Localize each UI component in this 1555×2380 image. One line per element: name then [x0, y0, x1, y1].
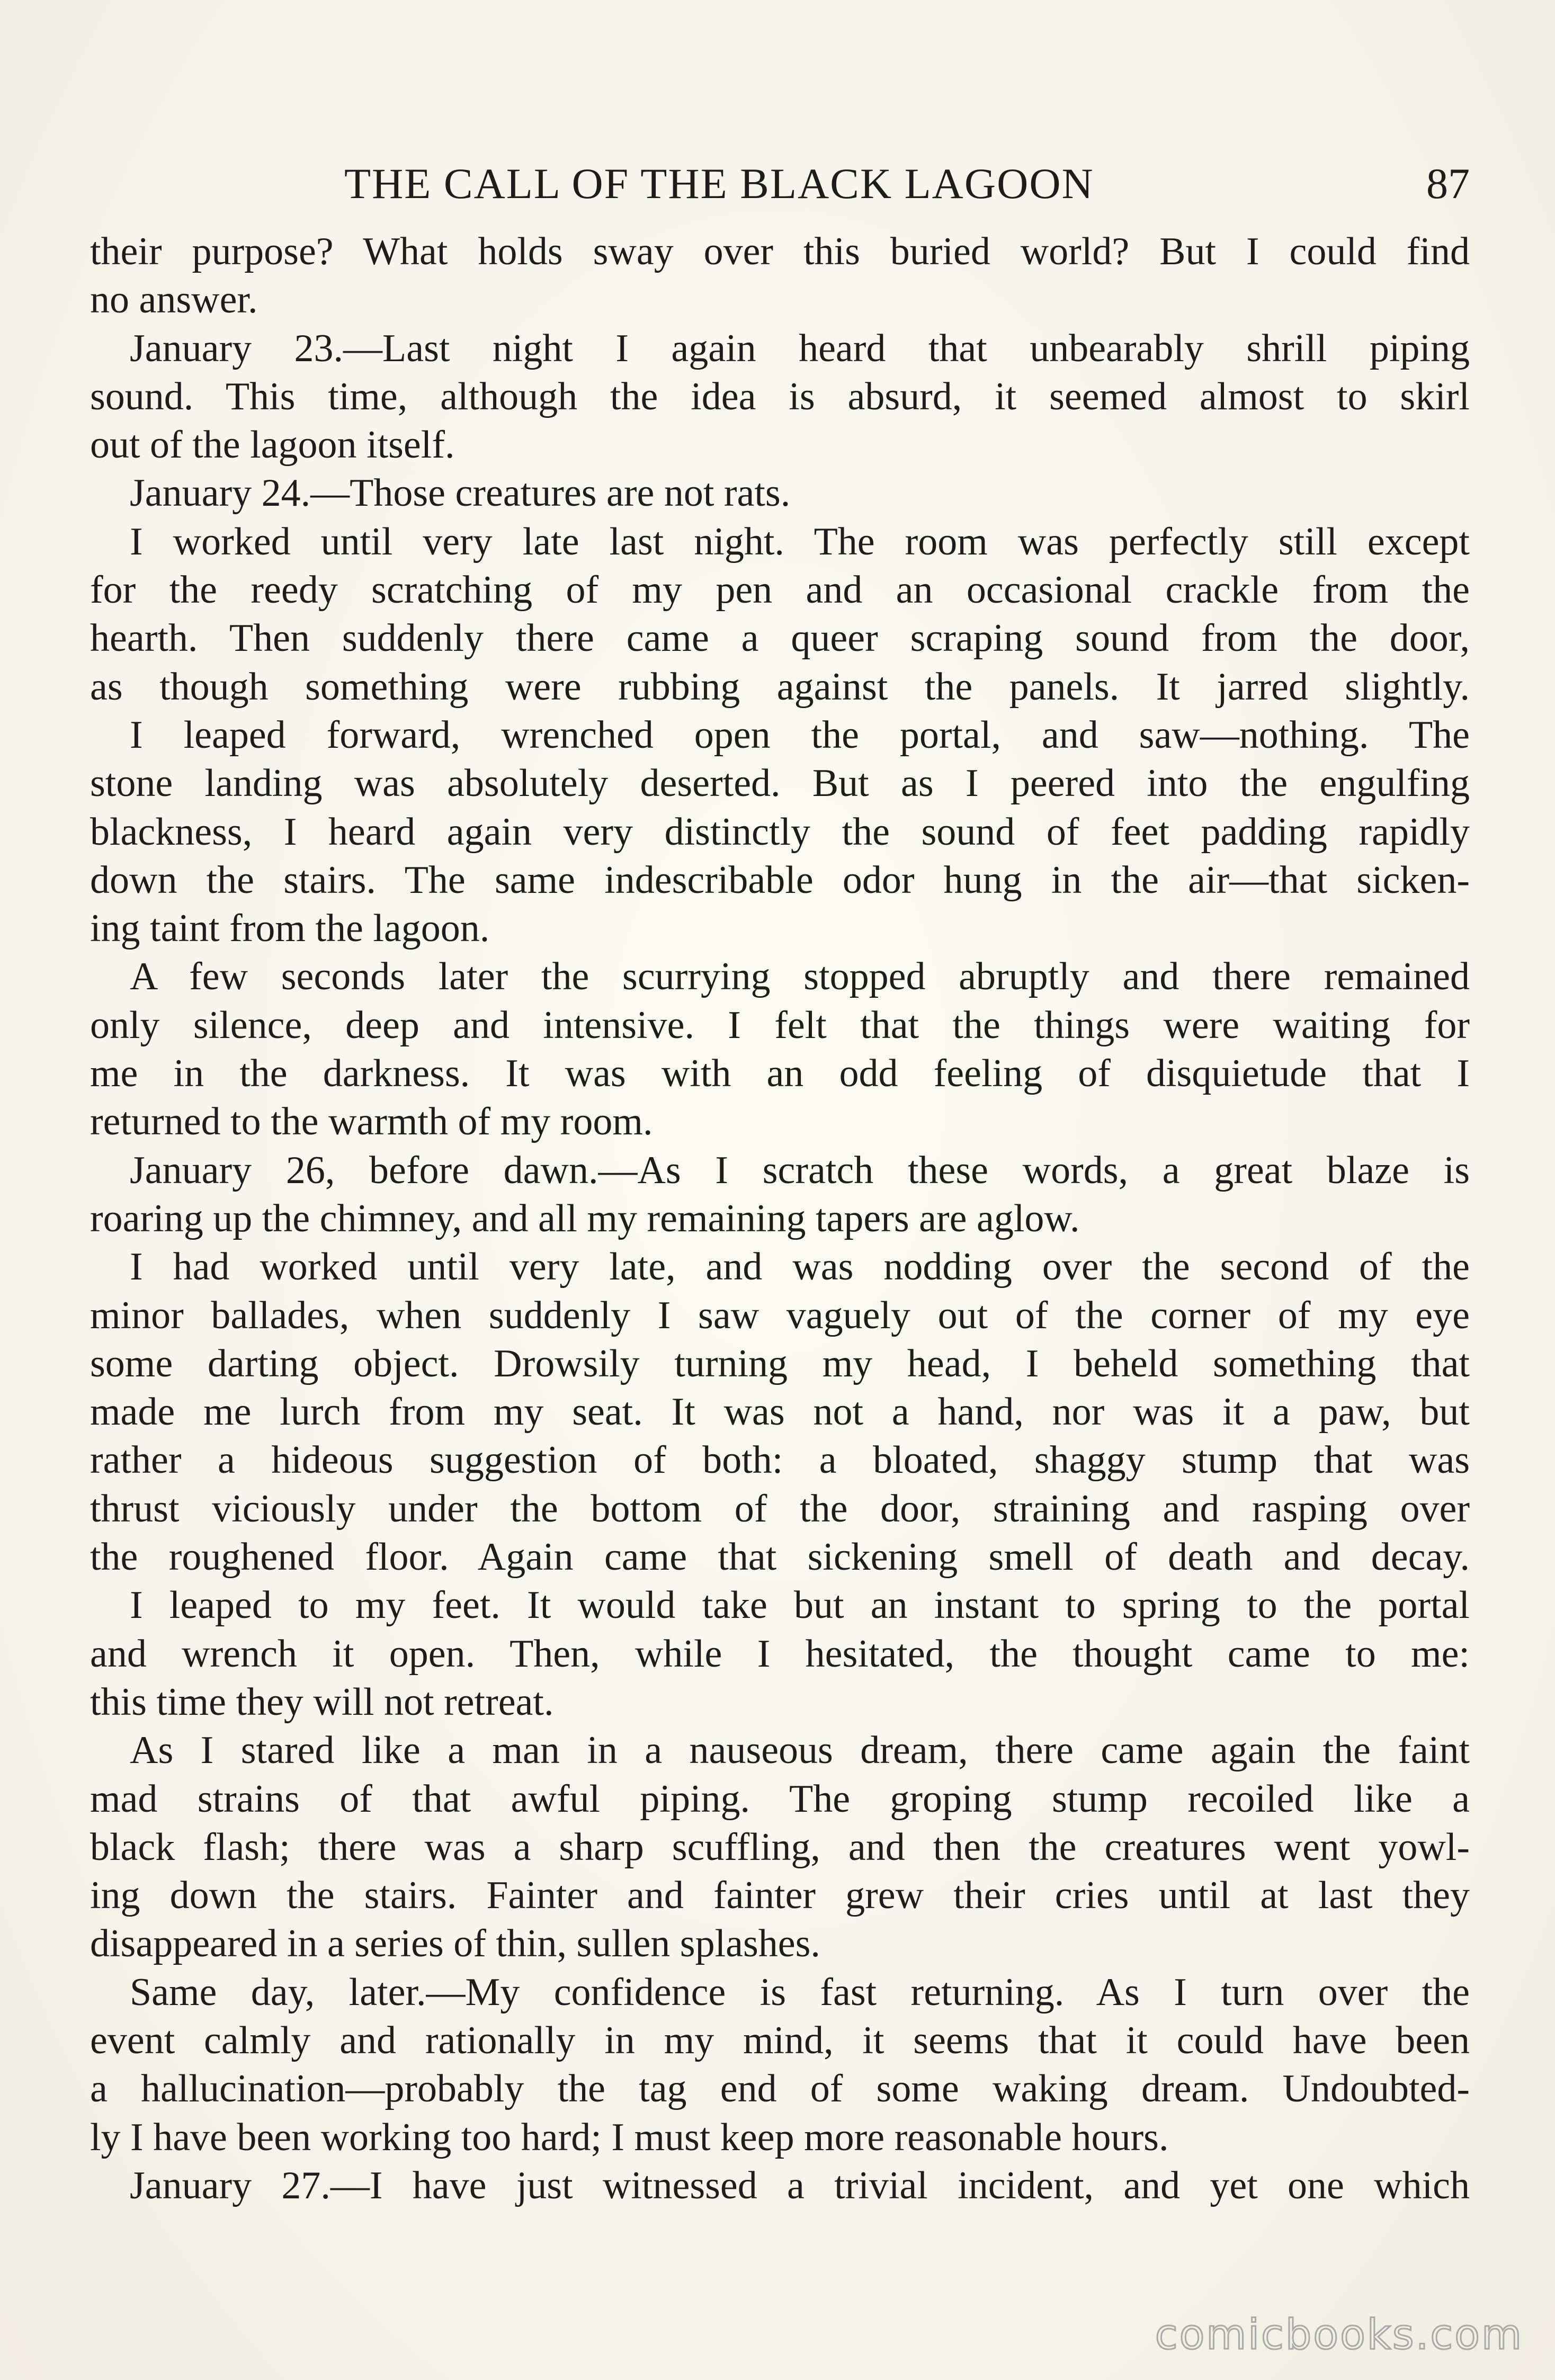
text-line: I leaped to my feet. It would take but an instant to spring to the portal	[130, 1583, 1470, 1627]
text-line: only silence, deep and intensive. I felt that the things were waiting for	[90, 1003, 1470, 1047]
text-line: down the stairs. The same indescribable odor hung in the air—that sicken-	[90, 858, 1470, 902]
text-line: January 24.—Those creatures are not rats.	[130, 471, 791, 515]
body-text	[90, 228, 1470, 2210]
text-line: January 26, before dawn.—As I scratch these words, a great blaze is	[130, 1148, 1470, 1192]
text-line: some darting object. Drowsily turning my head, I beheld something that	[90, 1341, 1470, 1385]
text-line: made me lurch from my seat. It was not a hand, nor was it a paw, but	[90, 1390, 1470, 1434]
text-line: ing taint from the lagoon.	[90, 907, 490, 951]
text-line: no answer.	[90, 278, 258, 322]
text-line: January 27.—I have just witnessed a trivial incident, and yet one which	[130, 2163, 1470, 2207]
text-line: I leaped forward, wrenched open the portal, and saw—nothing. The	[130, 713, 1470, 757]
text-line: rather a hideous suggestion of both: a bloated, shaggy stump that was	[90, 1438, 1470, 1482]
text-line: mad strains of that awful piping. The groping stump recoiled like a	[90, 1777, 1470, 1821]
text-line: hearth. Then suddenly there came a queer scraping sound from the door,	[90, 616, 1470, 660]
text-line: thrust viciously under the bottom of the door, straining and rasping over	[90, 1487, 1470, 1531]
watermark: comicbooks.com	[1155, 2311, 1523, 2359]
text-line: A few seconds later the scurrying stopped abruptly and there remained	[130, 955, 1470, 999]
text-line: a hallucination—probably the tag end of some waking dream. Undoubted-	[90, 2067, 1470, 2111]
text-line: sound. This time, although the idea is absurd, it seemed almost to skirl	[90, 374, 1470, 418]
text-line: their purpose? What holds sway over this buried world? But I could find	[90, 230, 1470, 273]
text-line: I worked until very late last night. The room was perfectly still except	[130, 520, 1470, 563]
text-line: roaring up the chimney, and all my remaining tapers are aglow.	[90, 1196, 1080, 1240]
running-title: THE CALL OF THE BLACK LAGOON	[344, 159, 1094, 208]
text-line: event calmly and rationally in my mind, it seems that it could have been	[90, 2018, 1470, 2062]
running-head	[90, 159, 1470, 217]
text-line: returned to the warmth of my room.	[90, 1100, 653, 1144]
page-number: 87	[1426, 159, 1470, 208]
text-line: minor ballades, when suddenly I saw vaguely out of the corner of my eye	[90, 1293, 1470, 1337]
text-line: the roughened floor. Again came that sickening smell of death and decay.	[90, 1535, 1470, 1579]
text-line: Same day, later.—My confidence is fast returning. As I turn over the	[130, 1970, 1470, 2014]
text-line: me in the darkness. It was with an odd feeling of disquietude that I	[90, 1052, 1470, 1096]
text-line: January 23.—Last night I again heard that unbearably shrill piping	[130, 326, 1470, 370]
text-line: I had worked until very late, and was nodding over the second of the	[130, 1245, 1470, 1289]
text-line: disappeared in a series of thin, sullen splashes.	[90, 1922, 820, 1966]
text-line: ly I have been working too hard; I must keep more reasonable hours.	[90, 2115, 1169, 2159]
text-line: as though something were rubbing against the panels. It jarred slightly.	[90, 665, 1470, 709]
text-line: black flash; there was a sharp scuffling, and then the creatures went yowl-	[90, 1825, 1470, 1869]
text-line: As I stared like a man in a nauseous dream, there came again the faint	[130, 1729, 1470, 1773]
text-line: and wrench it open. Then, while I hesitated, the thought came to me:	[90, 1632, 1470, 1676]
text-line: for the reedy scratching of my pen and an occasional crackle from the	[90, 568, 1470, 612]
text-line: stone landing was absolutely deserted. But as I peered into the engulfing	[90, 762, 1470, 806]
text-line: out of the lagoon itself.	[90, 423, 455, 467]
text-line: blackness, I heard again very distinctly the sound of feet padding rapidly	[90, 810, 1470, 854]
text-line: this time they will not retreat.	[90, 1680, 554, 1724]
text-line: ing down the stairs. Fainter and fainter grew their cries until at last they	[90, 1874, 1470, 1918]
